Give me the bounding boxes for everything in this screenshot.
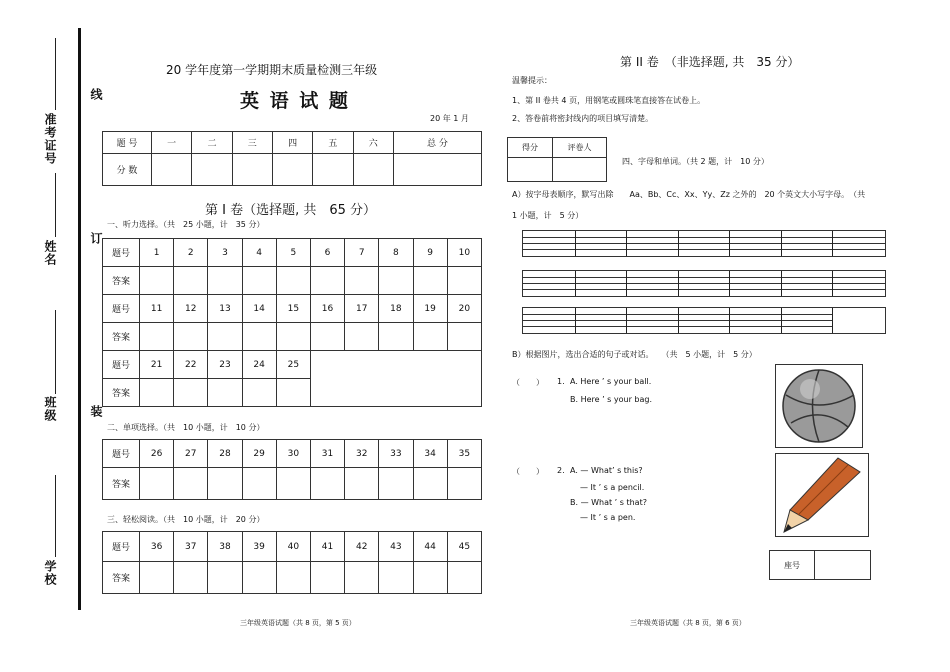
answer-cell[interactable] <box>345 267 379 295</box>
exam-header: 20 学年度第一学期期末质量检测三年级 <box>166 63 378 77</box>
grid-line <box>523 289 885 290</box>
pencil-icon <box>776 454 868 536</box>
answer-cell[interactable] <box>174 468 208 500</box>
grader-input[interactable] <box>553 158 607 182</box>
answer-cell[interactable] <box>208 379 242 407</box>
grid-divider <box>626 271 627 296</box>
basketball-icon <box>776 365 862 447</box>
score-table-header: 二 <box>192 132 232 154</box>
answer-cell[interactable] <box>379 267 413 295</box>
name-label: 姓名 <box>43 240 57 266</box>
part-a-instruction: A）按字母表顺序，默写出除 Aa、Bb、Cc、Xx、Yy、Zz 之外的 20 个英文大小写字母。 （共 <box>512 190 866 199</box>
answer-cell[interactable] <box>276 267 310 295</box>
answer-cell[interactable] <box>379 468 413 500</box>
answer-cell[interactable] <box>379 562 413 594</box>
tips-title: 温馨提示： <box>512 76 552 85</box>
grid-divider <box>575 231 576 256</box>
answer-cell[interactable] <box>208 267 242 295</box>
seal-bind-char: 订 <box>89 232 103 245</box>
left-page-footer: 三年级英语试题（共 8 页，第 5 页） <box>240 619 356 627</box>
q-number: 19 <box>413 295 447 323</box>
grid-line <box>523 243 885 244</box>
answer-cell[interactable] <box>140 468 174 500</box>
writing-grid-2[interactable] <box>522 270 886 297</box>
subject-title: 英 语 试 题 <box>240 90 350 112</box>
score-table-header: 一 <box>152 132 192 154</box>
answer-cell[interactable] <box>276 468 310 500</box>
q-number: 39 <box>242 532 276 562</box>
q-label: 题号 <box>103 239 140 267</box>
grid-divider <box>832 231 833 256</box>
exam-no-label: 准考证号 <box>43 113 57 165</box>
answer-cell[interactable] <box>140 267 174 295</box>
q-number: 16 <box>310 295 344 323</box>
school-label: 学校 <box>43 560 57 586</box>
score-table-header: 五 <box>313 132 353 154</box>
section3-title: 三、轻松阅读。（共 10 小题，计 20 分） <box>107 515 265 524</box>
seat-input[interactable] <box>815 551 871 580</box>
score-label: 得分 <box>508 138 553 158</box>
answer-cell[interactable] <box>310 562 344 594</box>
grid-divider <box>781 231 782 256</box>
answer-cell[interactable] <box>447 468 481 500</box>
q-number: 11 <box>140 295 174 323</box>
class-field[interactable] <box>55 310 56 394</box>
q-number: 7 <box>345 239 379 267</box>
answer-cell[interactable] <box>345 562 379 594</box>
grid-divider <box>832 308 833 333</box>
q2-option-b-line2: — It ’ s a pen. <box>580 513 636 522</box>
q2-option-a-line2: — It ’ s a pencil. <box>580 483 645 492</box>
q1-number: 1. <box>557 377 565 386</box>
score-cell[interactable] <box>272 154 312 186</box>
q-number: 27 <box>174 440 208 468</box>
grid-divider <box>678 231 679 256</box>
grid-line <box>523 249 885 250</box>
pencil-picture <box>775 453 869 537</box>
exam-no-field[interactable] <box>55 38 56 110</box>
q-number: 24 <box>242 351 276 379</box>
tip-2: 2、答卷前将密封线内的项目填写清楚。 <box>512 114 654 123</box>
score-table-header: 四 <box>272 132 312 154</box>
grid-divider <box>729 231 730 256</box>
right-page-footer: 三年级英语试题（共 8 页，第 6 页） <box>630 619 746 627</box>
q-number: 9 <box>413 239 447 267</box>
grid-divider <box>729 271 730 296</box>
q-number: 45 <box>447 532 481 562</box>
answer-label: 答案 <box>103 379 140 407</box>
grid-divider <box>678 271 679 296</box>
seal-line-char: 线 <box>89 88 103 101</box>
reading-answer-table <box>102 531 482 594</box>
q-number: 22 <box>174 351 208 379</box>
q2-number: 2. <box>557 466 565 475</box>
q-number: 35 <box>447 440 481 468</box>
seat-label: 座号 <box>770 551 815 580</box>
answer-cell[interactable] <box>413 468 447 500</box>
section2-title: 二、单项选择。（共 10 小题，计 10 分） <box>107 423 265 432</box>
q-number: 33 <box>379 440 413 468</box>
writing-grid-1[interactable] <box>522 230 886 257</box>
grid-divider <box>678 308 679 333</box>
answer-label: 答案 <box>103 562 140 594</box>
q-number: 43 <box>379 532 413 562</box>
name-field[interactable] <box>55 173 56 237</box>
q-number: 37 <box>174 532 208 562</box>
answer-cell[interactable] <box>242 323 276 351</box>
answer-cell[interactable] <box>140 323 174 351</box>
q-number: 31 <box>310 440 344 468</box>
q-number: 6 <box>310 239 344 267</box>
q-number: 18 <box>379 295 413 323</box>
q-number: 1 <box>140 239 174 267</box>
q-label: 题号 <box>103 440 140 468</box>
q-number: 15 <box>276 295 310 323</box>
answer-cell[interactable] <box>242 562 276 594</box>
answer-label: 答案 <box>103 468 140 500</box>
grader-label: 评卷人 <box>553 138 607 158</box>
q-number: 20 <box>447 295 481 323</box>
q-number: 40 <box>276 532 310 562</box>
grid-divider <box>626 231 627 256</box>
grid-divider <box>729 308 730 333</box>
score-cell[interactable] <box>353 154 393 186</box>
q1-option-a: A. Here ’ s your ball. <box>570 377 652 386</box>
answer-cell[interactable] <box>208 468 242 500</box>
answer-cell[interactable] <box>208 323 242 351</box>
class-label: 班级 <box>43 396 57 422</box>
q-number: 30 <box>276 440 310 468</box>
q-number: 42 <box>345 532 379 562</box>
part-b-instruction: B）根据图片，选出合适的句子或对话。 （共 5 小题，计 5 分） <box>512 350 757 359</box>
grid-divider <box>781 308 782 333</box>
answer-cell[interactable] <box>310 267 344 295</box>
score-cell[interactable] <box>192 154 232 186</box>
answer-cell[interactable] <box>345 323 379 351</box>
q-number: 41 <box>310 532 344 562</box>
choice-answer-table <box>102 439 482 500</box>
q2-answer-paren[interactable]: （ ） <box>512 467 544 476</box>
answer-cell[interactable] <box>447 562 481 594</box>
part1-title: 第 I 卷（选择题, 共 65 分） <box>205 203 377 218</box>
binding-margin-line <box>78 28 81 610</box>
score-row-label: 分 数 <box>103 154 152 186</box>
answer-cell[interactable] <box>413 562 447 594</box>
q-number: 21 <box>140 351 174 379</box>
score-cell[interactable] <box>313 154 353 186</box>
q-number: 23 <box>208 351 242 379</box>
score-table-header: 总 分 <box>393 132 481 154</box>
answer-label: 答案 <box>103 267 140 295</box>
tip-1: 1、第 II 卷共 4 页，用钢笔或圆珠笔直接答在试卷上。 <box>512 96 706 105</box>
seal-fold-char: 装 <box>89 405 103 418</box>
q-number: 3 <box>208 239 242 267</box>
seat-number-box <box>769 550 871 580</box>
writing-grid-3[interactable] <box>522 307 886 334</box>
answer-cell[interactable] <box>345 468 379 500</box>
q-number: 26 <box>140 440 174 468</box>
answer-cell[interactable] <box>276 562 310 594</box>
grid-line <box>523 237 885 238</box>
answer-label: 答案 <box>103 323 140 351</box>
score-cell[interactable] <box>393 154 481 186</box>
answer-cell[interactable] <box>174 379 208 407</box>
q-number: 29 <box>242 440 276 468</box>
q-number: 36 <box>140 532 174 562</box>
q2-option-a-line1: A. — What’ s this? <box>570 466 643 475</box>
answer-cell[interactable] <box>174 562 208 594</box>
part-a-instruction-cont: 1 小题，计 5 分） <box>512 211 584 220</box>
listening-answer-table <box>102 238 482 407</box>
q-number: 28 <box>208 440 242 468</box>
answer-cell[interactable] <box>310 468 344 500</box>
q-number: 44 <box>413 532 447 562</box>
answer-cell[interactable] <box>276 323 310 351</box>
part2-title: 第 II 卷 （非选择题, 共 35 分） <box>620 55 800 69</box>
answer-cell[interactable] <box>413 267 447 295</box>
grid-line <box>523 277 885 278</box>
answer-cell[interactable] <box>447 323 481 351</box>
q1-answer-paren[interactable]: （ ） <box>512 378 544 387</box>
answer-cell[interactable] <box>276 379 310 407</box>
answer-cell[interactable] <box>379 323 413 351</box>
q1-option-b: B. Here ’ s your bag. <box>570 395 653 404</box>
grid-divider <box>832 271 833 296</box>
answer-cell[interactable] <box>242 468 276 500</box>
q-number: 13 <box>208 295 242 323</box>
answer-cell[interactable] <box>242 267 276 295</box>
answer-cell[interactable] <box>140 562 174 594</box>
score-summary-table <box>102 131 482 186</box>
q-number: 25 <box>276 351 310 379</box>
q-number: 34 <box>413 440 447 468</box>
answer-cell[interactable] <box>242 379 276 407</box>
q-label: 题号 <box>103 532 140 562</box>
score-table-header: 题 号 <box>103 132 152 154</box>
answer-cell[interactable] <box>174 267 208 295</box>
q-number: 12 <box>174 295 208 323</box>
q-label: 题号 <box>103 295 140 323</box>
grid-divider <box>575 271 576 296</box>
score-table-header: 三 <box>232 132 272 154</box>
q-number: 2 <box>174 239 208 267</box>
exam-date: 20 年 1 月 <box>430 114 469 123</box>
q-label: 题号 <box>103 351 140 379</box>
q-number: 17 <box>345 295 379 323</box>
q-number: 5 <box>276 239 310 267</box>
grid-divider <box>626 308 627 333</box>
score-cell[interactable] <box>232 154 272 186</box>
grid-divider <box>781 271 782 296</box>
grid-line <box>523 283 885 284</box>
answer-cell[interactable] <box>310 323 344 351</box>
q2-option-b-line1: B. — What ’ s that? <box>570 498 647 507</box>
answer-cell[interactable] <box>208 562 242 594</box>
q-number: 14 <box>242 295 276 323</box>
section4-title: 四、字母和单词。（共 2 题，计 10 分） <box>622 157 769 166</box>
school-field[interactable] <box>55 475 56 557</box>
empty-block <box>310 351 481 407</box>
q-number: 4 <box>242 239 276 267</box>
q-number: 10 <box>447 239 481 267</box>
q-number: 8 <box>379 239 413 267</box>
grid-divider <box>575 308 576 333</box>
answer-cell[interactable] <box>413 323 447 351</box>
q-number: 38 <box>208 532 242 562</box>
section1-title: 一、听力选择。（共 25 小题，计 35 分） <box>107 220 265 229</box>
score-table-header: 六 <box>353 132 393 154</box>
basketball-picture <box>775 364 863 448</box>
answer-cell[interactable] <box>174 323 208 351</box>
score-cell[interactable] <box>152 154 192 186</box>
grader-box <box>507 137 607 182</box>
answer-cell[interactable] <box>447 267 481 295</box>
answer-cell[interactable] <box>140 379 174 407</box>
q-number: 32 <box>345 440 379 468</box>
score-input[interactable] <box>508 158 553 182</box>
